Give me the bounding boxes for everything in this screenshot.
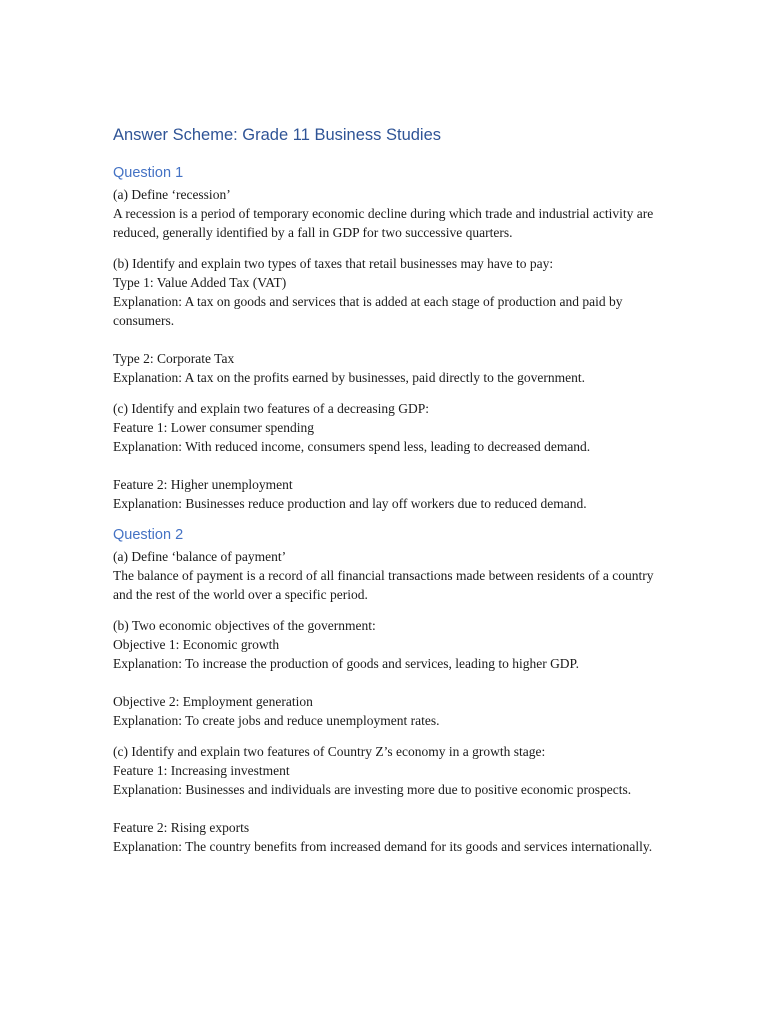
q2c-feature-1: Feature 1: Increasing investment: [113, 763, 290, 778]
q1b-type-2: Type 2: Corporate Tax: [113, 351, 235, 366]
q2a-answer: The balance of payment is a record of all financial transactions made between residents of a country and the rest of the world over a specific period.: [113, 568, 654, 602]
question-1-heading: Question 1: [113, 165, 184, 181]
spacer: [113, 673, 673, 692]
q2b-objective-1: Objective 1: Economic growth: [113, 637, 280, 652]
spacer: [113, 330, 673, 349]
q1-part-a: [113, 185, 673, 242]
spacer: [113, 456, 673, 475]
q1a-answer: A recession is a period of temporary economic decline during which trade and industrial activity are reduced, generally identified by a fall in GDP for two successive quarters.: [113, 206, 654, 240]
q2b-prompt: (b) Two economic objectives of the government:: [113, 618, 376, 633]
q1c-feature-1: Feature 1: Lower consumer spending: [113, 420, 314, 435]
question-2-heading: Question 2: [113, 527, 184, 543]
q2-part-c: [113, 742, 673, 856]
q2b-objective-2: Objective 2: Employment generation: [113, 694, 313, 709]
q2-part-a: [113, 547, 673, 604]
q1b-type-2-explanation: Explanation: A tax on the profits earned by businesses, paid directly to the government.: [113, 370, 586, 385]
q2c-feature-2: Feature 2: Rising exports: [113, 820, 250, 835]
q1c-feature-2: Feature 2: Higher unemployment: [113, 477, 293, 492]
q2c-feature-1-explanation: Explanation: Businesses and individuals are investing more due to positive economic prospects.: [113, 782, 632, 797]
q2b-objective-1-explanation: Explanation: To increase the production of goods and services, leading to higher GDP.: [113, 656, 579, 671]
q1b-type-1-explanation: Explanation: A tax on goods and services that is added at each stage of production and paid by consumers.: [113, 294, 623, 328]
q2b-objective-2-explanation: Explanation: To create jobs and reduce unemployment rates.: [113, 713, 440, 728]
spacer: [113, 799, 673, 818]
document-title: Answer Scheme: Grade 11 Business Studies: [113, 126, 442, 144]
q1c-feature-1-explanation: Explanation: With reduced income, consumers spend less, leading to decreased demand.: [113, 439, 591, 454]
q1c-prompt: (c) Identify and explain two features of a decreasing GDP:: [113, 401, 430, 416]
q1b-prompt: (b) Identify and explain two types of taxes that retail businesses may have to pay:: [113, 256, 554, 271]
q1a-prompt: (a) Define ‘recession’: [113, 187, 231, 202]
q1b-type-1: Type 1: Value Added Tax (VAT): [113, 275, 287, 290]
q1-part-c: [113, 399, 673, 513]
q1c-feature-2-explanation: Explanation: Businesses reduce production and lay off workers due to reduced demand.: [113, 496, 587, 511]
q1-part-b: [113, 254, 673, 387]
question-1-section: [113, 163, 673, 513]
q2a-prompt: (a) Define ‘balance of payment’: [113, 549, 287, 564]
question-2-section: [113, 525, 673, 856]
document-page: [113, 124, 673, 868]
q2c-prompt: (c) Identify and explain two features of Country Z’s economy in a growth stage:: [113, 744, 546, 759]
q2-part-b: [113, 616, 673, 730]
q2c-feature-2-explanation: Explanation: The country benefits from increased demand for its goods and services internationally.: [113, 839, 653, 854]
